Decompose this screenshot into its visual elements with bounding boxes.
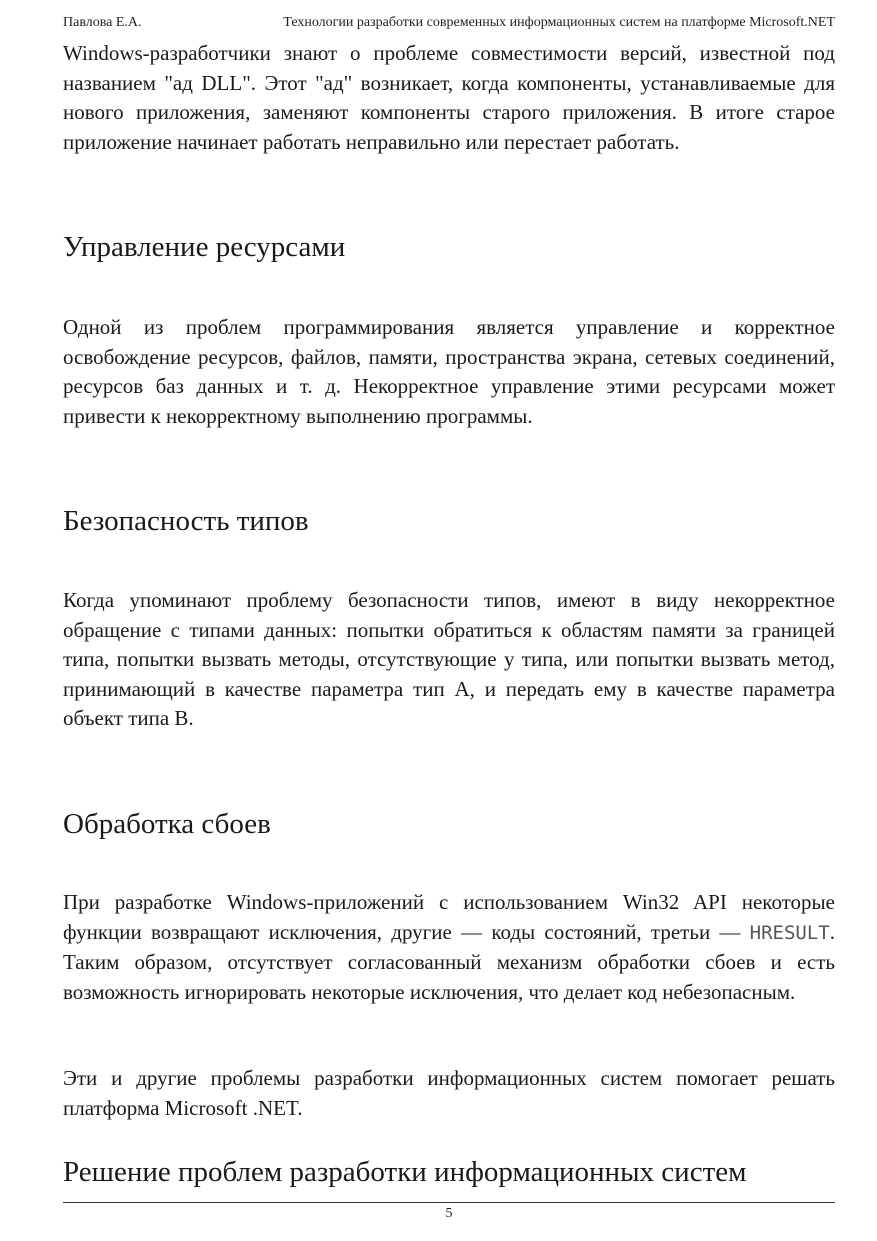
paragraph-errors: [63, 888, 835, 1007]
paragraph-errors-text-1: При разработке Windows-приложений с использованием Win32 API некоторые функции возвращают исключения, другие — коды состояний, третьи —: [63, 890, 835, 944]
paragraph-resources: Одной из проблем программирования является управление и корректное освобождение ресурсов, файлов, памяти, пространства экрана, сетевых соединений, ресурсов баз данных и т. д. Некорректное управление этими ресурсами может привести к некорректному выполнению программы.: [63, 315, 835, 428]
paragraph-conclusion: Эти и другие проблемы разработки информационных систем помогает решать платформа Microsoft .NET.: [63, 1066, 835, 1120]
heading-type-safety: Безопасность типов: [63, 505, 309, 537]
heading-solution: Решение проблем разработки информационных систем: [63, 1156, 747, 1188]
header-title: Технологии разработки современных информационных систем на платформе Microsoft.NET: [283, 15, 835, 30]
header-author: Павлова Е.А.: [63, 15, 142, 30]
footer-divider: [63, 1202, 835, 1203]
paragraph-type-safety: Когда упоминают проблему безопасности типов, имеют в виду некорректное обращение с типами данных: попытки обратиться к областям памяти за границей типа, попытки вызвать методы, отсутствующие у типа, или попытки вызвать метод, принимающий в качестве параметра тип А, и передать ему в качестве параметра объект типа В.: [63, 588, 835, 730]
page-header: [63, 15, 835, 35]
heading-errors: Обработка сбоев: [63, 808, 271, 840]
paragraph-dll-hell: Windows-разработчики знают о проблеме совместимости версий, известной под названием "ад DLL". Этот "ад" возникает, когда компоненты, устанавливаемые для нового приложения, заменяют компоненты старого приложения. В итоге старое приложение начинает работать неправильно или перестает работать.: [63, 41, 835, 154]
paragraph-errors-text-2: . Таким образом, отсутствует согласованный механизм обработки сбоев и есть возможность игнорировать некоторые исключения, что делает код небезопасным.: [63, 919, 835, 1004]
code-hresult: HRESULT: [749, 921, 830, 944]
page-number: 5: [445, 1206, 453, 1221]
heading-resources: Управление ресурсами: [63, 231, 346, 263]
